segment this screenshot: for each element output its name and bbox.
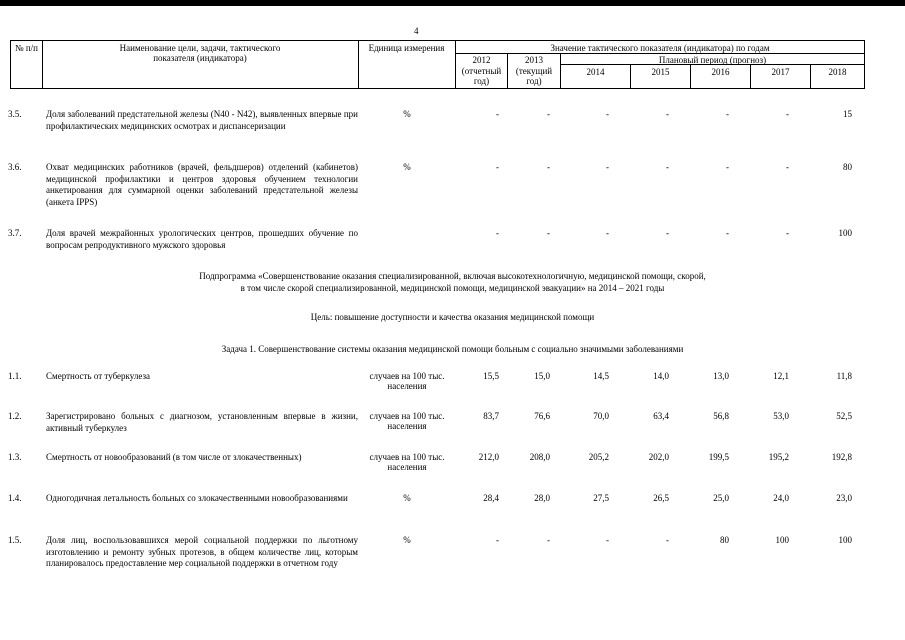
row-index: 1.5. bbox=[8, 535, 22, 545]
value-2014: - bbox=[606, 535, 609, 545]
value-2017: 12,1 bbox=[773, 371, 789, 381]
value-2012: - bbox=[496, 162, 499, 172]
row-index: 3.6. bbox=[8, 162, 22, 172]
value-2016: 80 bbox=[720, 535, 729, 545]
row-description: Смертность от новообразований (в том числе от злокачественных) bbox=[46, 452, 302, 462]
value-2012: - bbox=[496, 109, 499, 119]
value-2012: - bbox=[496, 535, 499, 545]
value-2016: 25,0 bbox=[713, 493, 729, 503]
value-2013: - bbox=[547, 109, 550, 119]
header-2014: 2014 bbox=[586, 67, 605, 77]
header-col-unit: Единица измерения bbox=[368, 43, 445, 53]
row-unit: % bbox=[403, 162, 411, 172]
value-2012: 28,4 bbox=[483, 493, 499, 503]
value-2017: - bbox=[786, 162, 789, 172]
header-2013: 2013 bbox=[525, 55, 543, 65]
value-2018: 52,5 bbox=[836, 411, 852, 421]
row-unit: случаев на 100 тыс. населения bbox=[369, 411, 445, 431]
value-2017: 53,0 bbox=[773, 411, 789, 421]
value-2013: 208,0 bbox=[529, 452, 550, 462]
goal-heading: Цель: повышение доступности и качества оказания медицинской помощи bbox=[310, 312, 595, 322]
value-2013: 76,6 bbox=[534, 411, 550, 421]
value-2015: 14,0 bbox=[653, 371, 669, 381]
row-description: Доля заболеваний предстательной железы (N40 - N42), выявленных впервые при профилактических медицинских осмотрах и диспансеризации bbox=[46, 109, 358, 131]
value-2013: - bbox=[547, 535, 550, 545]
table-header bbox=[0, 0, 905, 90]
value-2015: 63,4 bbox=[653, 411, 669, 421]
header-2012-note: (отчетный год) bbox=[461, 66, 502, 86]
value-2018: 11,8 bbox=[836, 371, 852, 381]
value-2018: 23,0 bbox=[836, 493, 852, 503]
value-2015: - bbox=[666, 535, 669, 545]
value-2013: 28,0 bbox=[534, 493, 550, 503]
value-2017: - bbox=[786, 109, 789, 119]
row-description: Доля врачей межрайонных урологических центров, прошедших обучение по вопросам репродуктивного мужского здоровья bbox=[46, 228, 358, 250]
header-2018: 2018 bbox=[828, 67, 847, 77]
value-2015: 26,5 bbox=[653, 493, 669, 503]
subprogram-title-line1: Подпрограмма «Совершенствование оказания специализированной, включая высокотехнологичную, медицинской помощи, скорой, bbox=[199, 271, 706, 281]
value-2014: 70,0 bbox=[593, 411, 609, 421]
header-planned: Плановый период (прогноз) bbox=[658, 55, 767, 65]
subprogram-title-line2: в том числе скорой специализированной, медицинской помощи, медицинской эвакуации» на 2014 – 2021 годы bbox=[240, 283, 665, 293]
value-2016: - bbox=[726, 228, 729, 238]
value-2014: 27,5 bbox=[593, 493, 609, 503]
page-number: 4 bbox=[414, 26, 419, 36]
row-index: 1.3. bbox=[8, 452, 22, 462]
value-2014: 14,5 bbox=[593, 371, 609, 381]
value-2014: - bbox=[606, 228, 609, 238]
value-2017: 24,0 bbox=[773, 493, 789, 503]
row-unit: % bbox=[403, 493, 411, 503]
row-unit: % bbox=[403, 535, 411, 545]
value-2013: - bbox=[547, 228, 550, 238]
row-index: 1.2. bbox=[8, 411, 22, 421]
value-2016: 56,8 bbox=[713, 411, 729, 421]
header-col-no: № п/п bbox=[15, 43, 38, 53]
value-2014: 205,2 bbox=[588, 452, 609, 462]
row-index: 1.4. bbox=[8, 493, 22, 503]
value-2015: - bbox=[666, 228, 669, 238]
header-2013-note: (текущий год) bbox=[515, 66, 553, 86]
header-2015: 2015 bbox=[651, 67, 670, 77]
row-description: Смертность от туберкулеза bbox=[46, 371, 151, 381]
row-unit: случаев на 100 тыс. населения bbox=[369, 452, 445, 472]
row-index: 3.5. bbox=[8, 109, 22, 119]
value-2012: 212,0 bbox=[478, 452, 499, 462]
value-2013: 15,0 bbox=[534, 371, 550, 381]
value-2017: 100 bbox=[775, 535, 789, 545]
value-2018: 100 bbox=[838, 535, 852, 545]
value-2017: 195,2 bbox=[768, 452, 789, 462]
row-index: 1.1. bbox=[8, 371, 22, 381]
value-2013: - bbox=[547, 162, 550, 172]
value-2012: 83,7 bbox=[483, 411, 499, 421]
value-2012: - bbox=[496, 228, 499, 238]
value-2018: 15 bbox=[843, 109, 852, 119]
value-2018: 100 bbox=[838, 228, 852, 238]
value-2014: - bbox=[606, 109, 609, 119]
row-description: Зарегистрировано больных с диагнозом, установленным впервые в жизни, активный туберкулез bbox=[46, 411, 358, 433]
row-description: Доля лиц, воспользовавшихся мерой социальной поддержки по льготному изготовлению и ремонту зубных протезов, в общем количестве лиц, которым планировалось предоставление мер социальной поддержки в отчетном году bbox=[46, 535, 358, 568]
value-2018: 192,8 bbox=[831, 452, 852, 462]
value-2018: 80 bbox=[843, 162, 852, 172]
header-2017: 2017 bbox=[771, 67, 790, 77]
header-2012: 2012 bbox=[472, 55, 491, 65]
value-2015: - bbox=[666, 109, 669, 119]
header-col-name: Наименование цели, задачи, тактического показателя (индикатора) bbox=[119, 43, 281, 63]
value-2015: 202,0 bbox=[648, 452, 669, 462]
value-2016: 199,5 bbox=[708, 452, 729, 462]
value-2016: - bbox=[726, 162, 729, 172]
row-index: 3.7. bbox=[8, 228, 22, 238]
task-heading: Задача 1. Совершенствование системы оказания медицинской помощи больным с социально значимыми заболеваниями bbox=[221, 344, 684, 354]
value-2015: - bbox=[666, 162, 669, 172]
header-col-values: Значение тактического показателя (индикатора) по годам bbox=[550, 43, 770, 53]
value-2017: - bbox=[786, 228, 789, 238]
header-2016: 2016 bbox=[711, 67, 730, 77]
value-2014: - bbox=[606, 162, 609, 172]
row-unit: случаев на 100 тыс. населения bbox=[369, 371, 445, 391]
row-description: Одногодичная летальность больных со злокачественными новообразованиями bbox=[46, 493, 348, 503]
row-description: Охват медицинских работников (врачей, фельдшеров) отделений (кабинетов) медицинской профилактики и центров здоровья обучением технологии анкетирования для суммарной оценки заболеваний предстательной железы (анкета IPPS) bbox=[46, 162, 358, 207]
row-unit: % bbox=[403, 109, 411, 119]
value-2016: 13,0 bbox=[713, 371, 729, 381]
value-2016: - bbox=[726, 109, 729, 119]
value-2012: 15,5 bbox=[483, 371, 499, 381]
